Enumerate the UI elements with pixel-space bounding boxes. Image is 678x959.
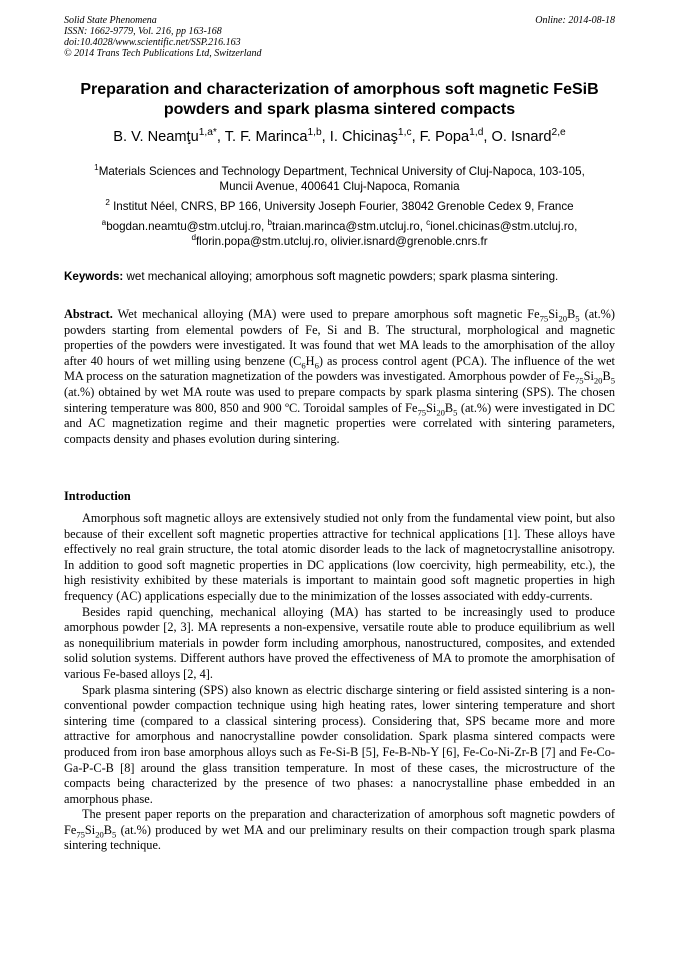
element-symbol: B (602, 369, 611, 384)
affiliation-2-text: Institut Néel, CNRS, BP 166, University Joseph Fourier, 38042 Grenoble Cedex 9, France (109, 200, 574, 213)
subscript: 20 (558, 313, 568, 324)
paragraph-text: (at.%) produced by wet MA and our preliminary results on their compaction trough spark plasma sintering technique. (64, 822, 615, 853)
issn-line: ISSN: 1662-9779, Vol. 216, pp 163-168 (64, 26, 222, 37)
paragraph: Besides rapid quenching, mechanical alloying (MA) has started to be increasingly used to produce amorphous powder [2, 3]. MA represents a non-expensive, versatile route able to produce equilibrium as well as nonequilibrium materials in powder form including amorphous, nanostructured, composites, and extended solid solution systems. Different authors have proved the effectiveness of MA to promote the amorphisation of various Fe-based alloys [2, 4]. (64, 604, 615, 681)
subscript: 6 (314, 360, 319, 371)
abstract-text: (at.%) were investigated in DC and AC magnetization regime and their magnetic properties were correlated with sintering parameters, compacts density and phases evolution during sintering. (64, 400, 615, 446)
email-c: ionel.chicinas@stm.utcluj.ro, (430, 220, 578, 233)
subscript: 75 (76, 829, 85, 840)
subscript: 5 (112, 829, 117, 840)
element-symbol: Si (426, 400, 437, 415)
subscript: 75 (417, 407, 427, 418)
paragraph: Spark plasma sintering (SPS) also known as electric discharge sintering or field assisted sintering is a non-conventional powder compaction technique using high heating rates, lower sintering temperature and short sintering time (compared to a classical sintering process). Considering that, SPS became more and more attractive for amorphous and nanocrystalline powder consolidation. Spark plasma sintered compacts were produced from iron base amorphous alloys such as Fe-Si-B [5], Fe-B-Nb-Y [6], Fe-Co-Ni-Zr-B [7] and Fe-Co-Ga-P-C-B [8] around the glass transition temperature. In most of these cases, the microstructure of the compacts being characterized by the presence of two phases: a nanocrystalline phase embedded in an amorphous phase. (64, 682, 615, 806)
copyright-line: © 2014 Trans Tech Publications Ltd, Switzerland (64, 48, 262, 59)
author-affiliation-mark: 1,b (307, 127, 322, 139)
author-name: F. Popa (419, 129, 470, 145)
author-separator: , (321, 129, 330, 145)
author-name: T. F. Marinca (224, 129, 308, 145)
doi-line: doi:10.4028/www.scientific.net/SSP.216.163 (64, 37, 241, 48)
author-separator: , (411, 129, 420, 145)
subscript: 20 (593, 375, 603, 386)
affiliation-mark: 1 (94, 163, 99, 173)
element-symbol: B (103, 822, 112, 837)
paragraph-text: The present paper reports on the preparation and characterization of amorphous soft magnetic powders of Fe (64, 807, 615, 837)
title-line-1: Preparation and characterization of amorphous soft magnetic FeSiB (80, 81, 599, 98)
author-separator: , (483, 129, 492, 145)
paragraph (64, 807, 615, 854)
subscript: 5 (610, 375, 615, 386)
element-symbol: Si (548, 307, 559, 321)
abstract-text: Wet mechanical alloying (MA) were used to prepare amorphous soft magnetic Fe (112, 307, 540, 321)
abstract-text: (at.%) obtained by wet MA route was used to prepare compacts by spark plasma sintering (SPS). The chosen sintering temperature was 800, 850 and 900 ºC. Toroidal samples of Fe (64, 384, 615, 415)
keywords (64, 269, 615, 284)
element-symbol: Si (84, 822, 96, 837)
email-mark: b (267, 218, 272, 228)
affiliation-2 (64, 199, 615, 214)
subscript: 5 (453, 407, 458, 418)
section-heading-introduction: Introduction (64, 489, 131, 503)
author-name: O. Isnard (491, 129, 552, 145)
element-symbol: B (444, 400, 454, 415)
subscript: 6 (301, 360, 306, 371)
email-b: traian.marinca@stm.utcluj.ro, (272, 220, 427, 233)
abstract (64, 307, 615, 447)
paper-title (64, 80, 615, 120)
email-a: bogdan.neamtu@stm.utcluj.ro, (106, 220, 268, 233)
affiliation-mark: 2 (105, 198, 110, 208)
affiliation-1-line-1: Materials Sciences and Technology Department, Technical University of Cluj-Napoca, 103-105, (98, 165, 585, 178)
online-date: Online: 2014-08-18 (535, 15, 615, 26)
subscript: 75 (575, 375, 584, 386)
keywords-label: Keywords: (64, 270, 124, 283)
author-affiliation-mark: 1,c (397, 127, 412, 139)
author-separator: , (216, 129, 225, 145)
author-affiliation-mark: 1,d (469, 127, 484, 139)
paragraph: Amorphous soft magnetic alloys are extensively studied not only from the fundamental view point, but also because of their excellent soft magnetic properties attractive for technical applications [1]. These alloys have effectively no real grain structure, the total atomic disorder leads to the lack of magnetocrystalline anisotropy. In addition to good soft magnetic properties in DC applications (low coercivity, high permeability, etc.), the high resistivity exhibited by these materials is important to maintain good soft magnetic properties in high frequency (AC) applications especially due to the minimization of the losses associated with eddy-currents. (64, 511, 615, 603)
keywords-text: wet mechanical alloying; amorphous soft magnetic powders; spark plasma sintering. (123, 270, 559, 283)
element-symbol: Si (583, 369, 594, 384)
email-list (64, 219, 615, 249)
subscript: 20 (436, 407, 445, 418)
element-symbol: B (567, 307, 576, 321)
element-symbol: H (305, 353, 315, 368)
affiliation-1 (64, 164, 615, 194)
affiliation-1-line-2: Muncii Avenue, 400641 Cluj-Napoca, Romania (219, 180, 460, 193)
email-d: florin.popa@stm.utcluj.ro, olivier.isnard@grenoble.cnrs.fr (195, 235, 488, 248)
author-affiliation-mark: 1,a* (198, 127, 217, 139)
title-line-2: powders and spark plasma sintered compacts (163, 101, 516, 118)
abstract-text: ) as process control agent (PCA). The influence of the wet MA process on the saturation magnetization of the powders was investigated. Amorphous powder of Fe (64, 353, 615, 384)
introduction-body (64, 511, 615, 854)
journal-name: Solid State Phenomena (64, 15, 157, 26)
journal-header (64, 15, 615, 59)
subscript: 75 (539, 313, 549, 324)
email-mark: d (191, 233, 196, 243)
subscript: 20 (95, 829, 104, 840)
author-affiliation-mark: 2,e (551, 127, 566, 139)
author-name: B. V. Neamţu (113, 129, 199, 145)
author-name: I. Chicinaş (329, 129, 398, 145)
email-mark: a (101, 218, 107, 228)
email-mark: c (426, 218, 431, 228)
subscript: 5 (575, 313, 580, 324)
abstract-label: Abstract. (64, 307, 113, 321)
author-list (64, 128, 615, 146)
abstract-text: (at.%) powders starting from elemental powders of Fe, Si and B. The structural, morphological and magnetic properties of the powders were investigated. It was found that wet MA leads to the amorphisation of the alloy after 40 hours of wet milling using benzene (C (64, 307, 615, 368)
